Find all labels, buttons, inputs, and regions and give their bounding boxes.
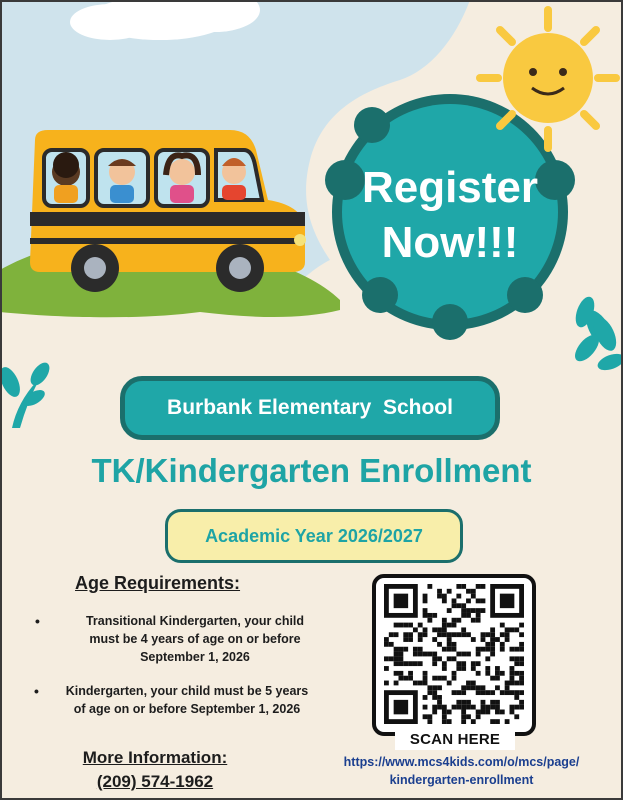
requirement-line: must be 4 years of age on or before <box>89 632 301 646</box>
phone-number-link[interactable]: (209) 574-1962 <box>96 772 214 791</box>
requirement-item <box>35 612 325 666</box>
qr-code-icon[interactable] <box>384 584 524 724</box>
url-line[interactable]: kindergarten-enrollment <box>389 773 534 787</box>
requirement-line: of age on or before September 1, 2026 <box>73 702 301 716</box>
requirement-item <box>34 682 322 718</box>
academic-year-badge: Academic Year 2026/2027 <box>165 509 463 563</box>
requirement-line: Kindergarten, your child must be 5 years <box>65 684 309 698</box>
register-now-headline <box>345 155 555 275</box>
headline-line-1: Register <box>361 163 539 212</box>
scan-here-label: SCAN HERE <box>395 728 515 750</box>
bullet-icon: • <box>34 683 39 699</box>
age-requirements-heading: Age Requirements: <box>75 573 241 593</box>
requirement-line: September 1, 2026 <box>140 650 250 664</box>
plant-right-icon <box>575 318 623 378</box>
more-information-heading: More Information: <box>82 748 228 767</box>
qr-code-frame[interactable] <box>372 574 536 736</box>
requirement-line: Transitional Kindergarten, your child <box>85 614 305 628</box>
bullet-icon: • <box>35 613 40 629</box>
sun-icon <box>480 10 616 148</box>
plant-left-icon <box>0 360 60 430</box>
school-name-banner: Burbank Elementary School <box>120 376 500 440</box>
enrollment-url-link[interactable] <box>300 753 623 789</box>
url-line[interactable]: https://www.mcs4kids.com/o/mcs/page/ <box>343 755 580 769</box>
program-title: TK/Kindergarten Enrollment <box>91 452 532 489</box>
headline-line-2: Now!!! <box>381 218 519 267</box>
